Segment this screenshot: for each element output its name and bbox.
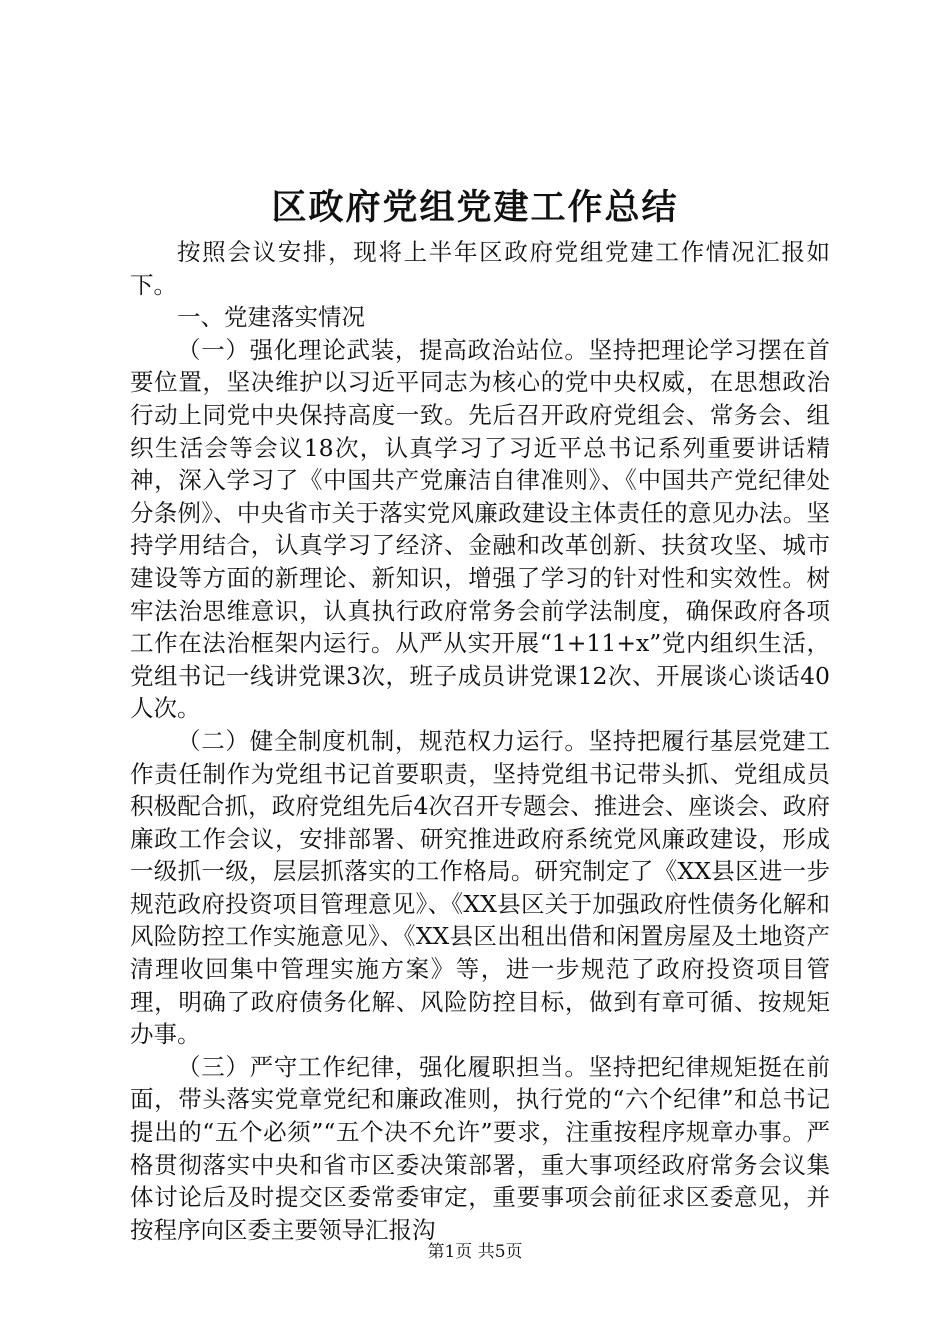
page-number-footer: 第1页 共5页	[427, 1242, 523, 1262]
document-body	[130, 236, 830, 1246]
document-title: 区政府党组党建工作总结	[271, 187, 679, 228]
section-heading: 一、党建落实情况	[177, 303, 365, 332]
paragraph-item-2: （二）健全制度机制，规范权力运行。坚持把履行基层党建工作责任制作为党组书记首要职责，坚持党组书记带头抓、党组成员积极配合抓，政府党组先后4次召开专题会、推进会、座谈会、政府廉政工作会议，安排部署、研究推进政府系统党风廉政建设，形成一级抓一级，层层抓落实的工作格局。研究制定了《XX县区进一步规范政府投资项目管理意见》、《XX县区关于加强政府性债务化解和风险防控工作实施意见》、《XX县区出租出借和闲置房屋及土地资产清理收回集中管理实施方案》等，进一步规范了政府投资项目管理，明确了政府债务化解、风险防控目标，做到有章可循、按规矩办事。	[130, 726, 830, 1049]
paragraph-item-1: （一）强化理论武装，提高政治站位。坚持把理论学习摆在首要位置，坚决维护以习近平同志为核心的党中央权威，在思想政治行动上同党中央保持高度一致。先后召开政府党组会、常务会、组织生活会等会议18次，认真学习了习近平总书记系列重要讲话精神，深入学习了《中国共产党廉洁自律准则》、《中国共产党纪律处分条例》、中央省市关于落实党风廉政建设主体责任的意见办法。坚持学用结合，认真学习了经济、金融和改革创新、扶贫攻坚、城市建设等方面的新理论、新知识，增强了学习的针对性和实效性。树牢法治思维意识，认真执行政府常务会前学法制度，确保政府各项工作在法治框架内运行。从严从实开展“1+11+x”党内组织生活，党组书记一线讲党课3次，班子成员讲党课12次、开展谈心谈话40人次。	[130, 335, 830, 723]
paragraph-intro: 按照会议安排，现将上半年区政府党组党建工作情况汇报如下。	[130, 238, 830, 299]
paragraph-item-3: （三）严守工作纪律，强化履职担当。坚持把纪律规矩挺在前面，带头落实党章党纪和廉政准则，执行党的“六个纪律”和总书记提出的“五个必须”“五个决不允许”要求，注重按程序规章办事。严格贯彻落实中央和省市区委决策部署，重大事项经政府常务会议集体讨论后及时提交区委常委审定，重要事项会前征求区委意见，并按程序向区委主要领导汇报沟	[130, 1052, 830, 1244]
